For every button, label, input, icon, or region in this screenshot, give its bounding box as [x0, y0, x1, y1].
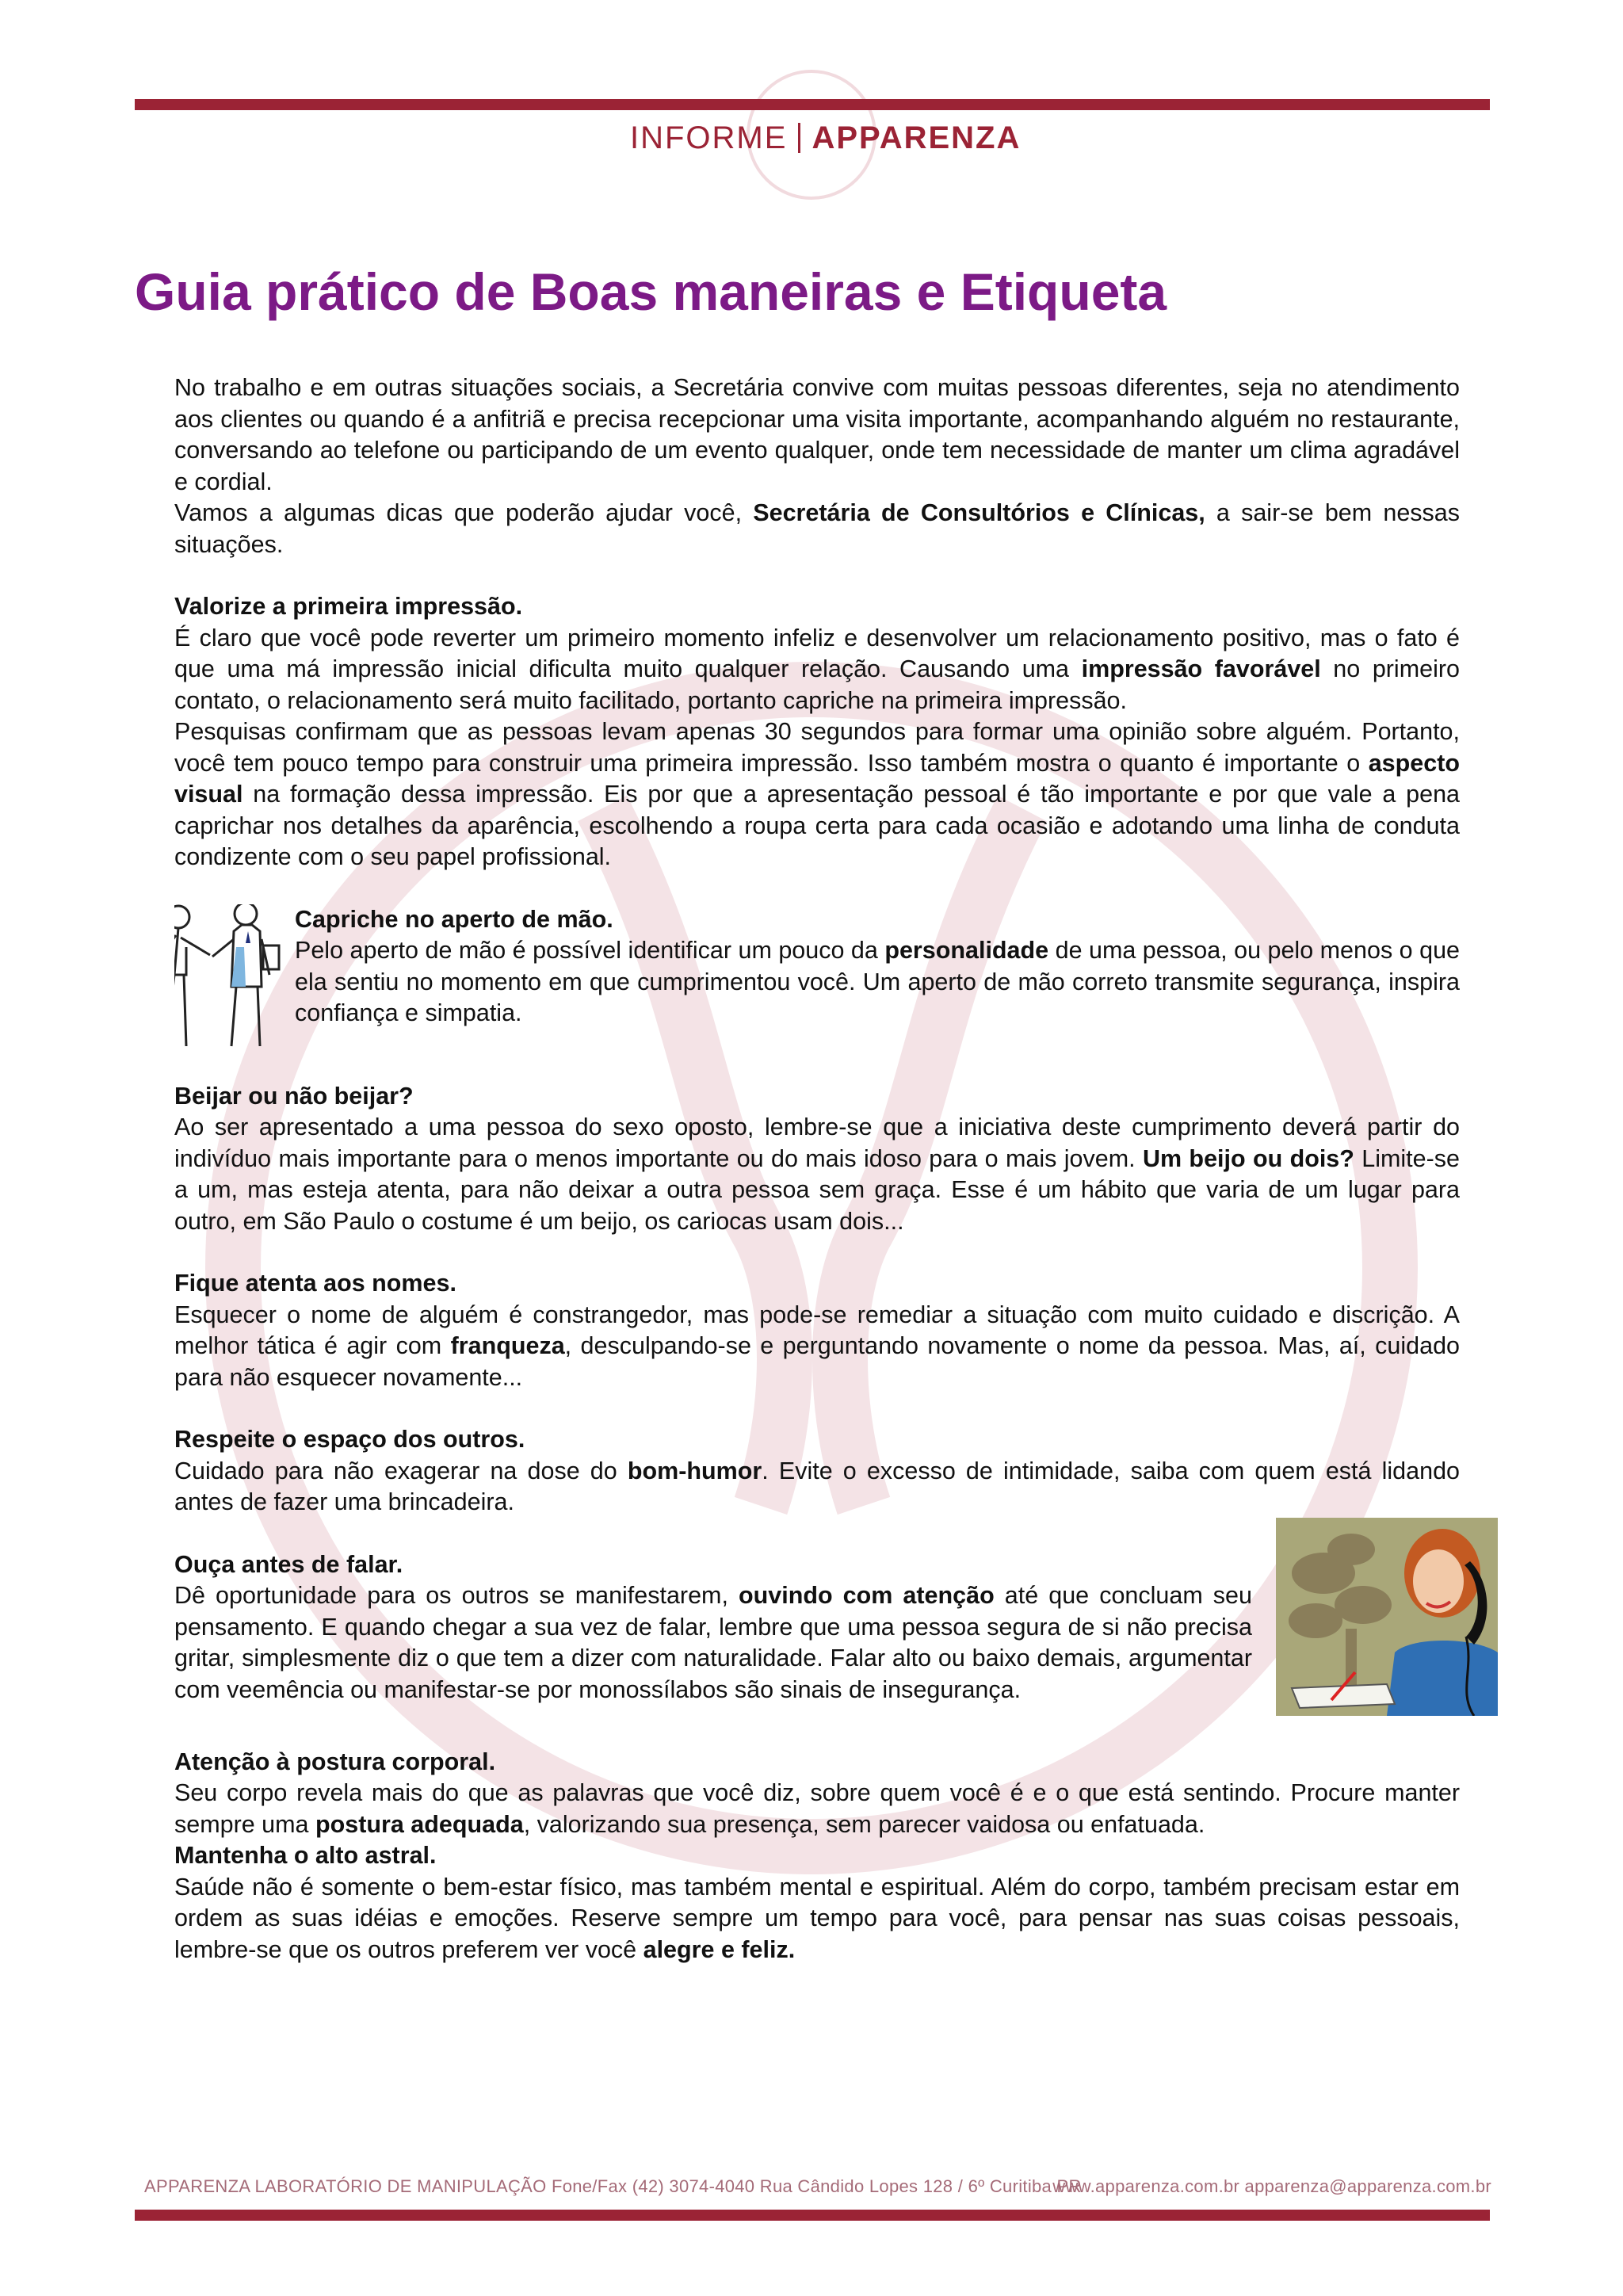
text-run: Dê oportunidade para os outros se manifestarem,: [174, 1582, 739, 1609]
section-heading: Mantenha o alto astral.: [174, 1842, 437, 1869]
intro-paragraph-2: [174, 498, 1460, 560]
bold-run: personalidade: [884, 937, 1049, 964]
text-run: Pesquisas confirmam que as pessoas levam apenas 30 segundos para formar uma opinião sobre alguém. Portanto, você tem pouco tempo para construir uma primeira impressão. Isso também mostra o quanto é importante o: [174, 718, 1460, 777]
handshake-section: [174, 904, 1460, 1050]
section-paragraph: [174, 1112, 1460, 1237]
text-run: . Evite o excesso de intimidade, saiba com quem está lidando antes de fazer uma brincadeira.: [174, 1457, 1460, 1515]
section-heading: Valorize a primeira impressão.: [174, 593, 523, 620]
footer-address: APPARENZA LABORATÓRIO DE MANIPULAÇÃO Fone/Fax (42) 3074-4040 Rua Cândido Lopes 128 / 6º Curitiba PR: [144, 2176, 1082, 2196]
section-paragraph: [174, 716, 1460, 873]
text-run: É claro que você pode reverter um primeiro momento infeliz e desenvolver um relacionamento positivo, mas o fato é que uma má impressão inicial dificulta muito qualquer relação. Causando uma: [174, 624, 1460, 682]
bold-run: impressão favorável: [1081, 655, 1321, 682]
section-paragraph: [174, 1456, 1460, 1519]
logo-text-informe: INFORME: [630, 120, 788, 155]
page-title: Guia prático de Boas maneiras e Etiqueta: [135, 262, 1167, 321]
bold-run: aspecto visual: [174, 749, 1460, 808]
bold-run: postura adequada: [315, 1810, 524, 1838]
section-heading: Beijar ou não beijar?: [174, 1082, 414, 1110]
text-run: no primeiro contato, o relacionamento será muito facilitado, portanto capriche na primeira impressão.: [174, 655, 1460, 714]
text-run: até que concluam seu pensamento. E quando chegar a sua vez de falar, lembre que uma pessoa segura de si não precisa gritar, simplesmente diz o que tem a dizer com naturalidade. Falar alto ou baixo demais, argumentar com veemência ou manifestar-se por monossílabos são sinais de insegurança.: [174, 1582, 1252, 1703]
text-run: Pelo aperto de mão é possível identificar um pouco da: [295, 937, 885, 964]
logo-divider: [798, 123, 800, 153]
spacer: [174, 1237, 1460, 1268]
text-run: Vamos a algumas dicas que poderão ajudar você,: [174, 499, 754, 526]
section-heading: Fique atenta aos nomes.: [174, 1270, 456, 1297]
footer-contacts: www.apparenza.com.br apparenza@apparenza.com.br: [1052, 2176, 1491, 2196]
text-run: Limite-se a um, mas esteja atenta, para não deixar a outra pessoa sem graça. Esse é um hábito que varia de um lugar para outro, em São Paulo o costume é um beijo, os cariocas usam dois...: [174, 1144, 1460, 1235]
handshake-clipart-icon: [174, 904, 285, 1050]
bold-run: Secretária de Consultórios e Clínicas,: [753, 499, 1205, 526]
header-bar: [135, 99, 1490, 110]
section-paragraph: [174, 935, 1460, 1030]
logo-text-apparenza: APPARENZA: [812, 120, 1022, 155]
spacer: [174, 873, 1460, 904]
text-run: na formação dessa impressão. Eis por que a apresentação pessoal é tão importante e por que vale a pena caprichar nos detalhes da aparência, escolhendo a roupa certa para cada ocasião e adotando uma linha de conduta condizente com o seu papel profissional.: [174, 781, 1460, 870]
brand-logo: [630, 119, 1042, 166]
spacer: [174, 1716, 1460, 1747]
spacer: [174, 1050, 1460, 1081]
bold-run: ouvindo com atenção: [739, 1582, 995, 1609]
text-run: Esquecer o nome de alguém é constrangedor, mas pode-se remediar a situação com muito cuidado e discrição. A melhor tática é agir com: [174, 1301, 1460, 1359]
section-heading: Ouça antes de falar.: [174, 1550, 403, 1578]
text-run: Ao ser apresentado a uma pessoa do sexo oposto, lembre-se que a iniciativa deste cumprimento deverá partir do indivíduo mais importante para o menos importante ou do mais idoso para o mais jovem.: [174, 1114, 1460, 1172]
intro-paragraph-1: No trabalho e em outras situações sociais, a Secretária convive com muitas pessoas diferentes, seja no atendimento aos clientes ou quando é a anfitriã e precisa recepcionar uma visita importante, acompanhando alguém no restaurante, conversando ao telefone ou participando de um evento qualquer, onde tem necessidade de manter um clima agradável e cordial.: [174, 374, 1460, 495]
bold-run: Um beijo ou dois?: [1142, 1144, 1354, 1172]
bold-run: alegre e feliz.: [643, 1935, 796, 1963]
text-run: Saúde não é somente o bem-estar físico, mas também mental e espiritual. Além do corpo, também precisam estar em ordem as suas idéias e emoções. Reserve sempre um tempo para você, para pensar nas suas coisas pessoais, lembre-se que os outros preferem ver você: [174, 1873, 1460, 1963]
text-run: a sair-se bem nessas situações.: [174, 499, 1460, 558]
text-run: , desculpando-se e perguntando novamente o nome da pessoa. Mas, aí, cuidado para não esquecer novamente...: [174, 1332, 1460, 1391]
section-paragraph: [174, 1872, 1460, 1966]
text-run: de uma pessoa, ou pelo menos o que ela sentiu no momento em que cumprimentou você. Um aperto de mão correto transmite segurança, inspira confiança e simpatia.: [295, 937, 1460, 1026]
text-run: Cuidado para não exagerar na dose do: [174, 1457, 628, 1484]
text-run: , valorizando sua presença, sem parecer vaidosa ou enfatuada.: [523, 1810, 1205, 1838]
footer: [144, 2176, 1491, 2197]
woman-on-phone-clipart-icon: [1276, 1518, 1498, 1716]
section-heading: Respeite o espaço dos outros.: [174, 1426, 525, 1453]
bold-run: franqueza: [450, 1332, 565, 1359]
spacer: [174, 1393, 1460, 1424]
section-paragraph: [174, 623, 1460, 717]
section-paragraph: [174, 1778, 1460, 1840]
bold-run: bom-humor: [627, 1457, 762, 1484]
spacer: [174, 1519, 1460, 1549]
section-paragraph: [174, 1580, 1460, 1706]
section-paragraph: [174, 1300, 1460, 1394]
spacer: [174, 560, 1460, 591]
section-heading: Atenção à postura corporal.: [174, 1748, 496, 1775]
section-heading: Capriche no aperto de mão.: [295, 905, 613, 933]
footer-bar: [135, 2210, 1490, 2221]
article-body: [174, 372, 1460, 1966]
listening-section: [174, 1549, 1460, 1706]
text-run: Seu corpo revela mais do que as palavras que você diz, sobre quem você é e o que está sentindo. Procure manter sempre uma: [174, 1779, 1460, 1838]
